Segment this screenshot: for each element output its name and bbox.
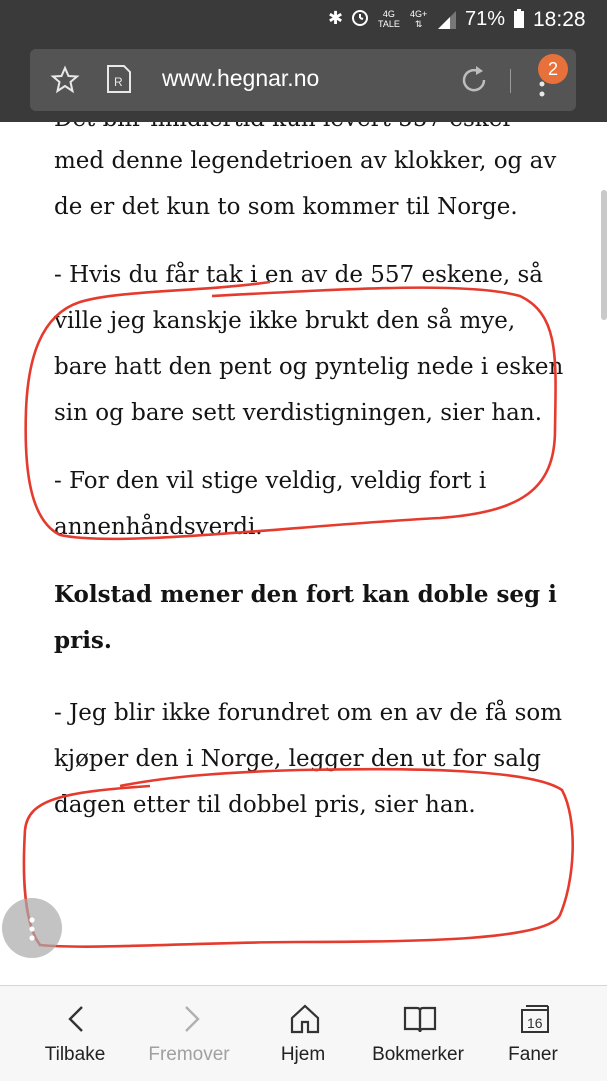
battery-icon [514,9,524,28]
address-bar-divider [510,69,511,93]
bookmarks-label: Bokmerker [372,1044,464,1065]
tabs-icon [518,1002,552,1036]
network-label-2: 4G+ [410,9,428,19]
back-label: Tilbake [44,1044,106,1065]
browser-chrome [0,0,607,122]
chevron-right-icon [174,1002,208,1036]
tabs-button[interactable] [478,986,588,1081]
network-label: 4G [382,9,395,19]
reload-icon[interactable] [458,64,490,96]
battery-percent: 71% [465,8,506,30]
svg-text:R: R [114,75,123,89]
article-paragraph: - Hvis du får tak i en av de 557 eskene, så ville jeg kanskje ikke brukt den så mye, bare hatt den pent og pyntelig nede i esken sin og bare sett verdistigningen, sier han. [54,262,564,426]
back-button[interactable] [20,986,130,1081]
tabs-count: 16 [527,1015,543,1031]
reader-mode-icon[interactable] [106,64,132,94]
bottom-toolbar [0,985,607,1081]
tabs-label: Faner [508,1044,558,1065]
status-time: 18:28 [533,8,586,31]
url-text[interactable]: www.hegnar.no [162,65,320,91]
book-icon [403,1002,437,1036]
signal-strength-icon [437,10,457,30]
article-subheading: Kolstad mener den fort kan doble seg i pris. [54,581,557,654]
page-scrollbar[interactable] [601,190,607,320]
address-bar[interactable] [30,49,576,111]
network-indicator-2 [410,9,427,29]
article-paragraph: - For den vil stige veldig, veldig fort i annenhåndsverdi. [54,468,487,540]
home-button[interactable] [248,986,358,1081]
vertical-dots-icon [27,916,37,942]
article-body [54,96,564,844]
chevron-left-icon [60,1002,94,1036]
bookmark-star-icon[interactable] [50,65,80,95]
home-label: Hjem [280,1044,326,1065]
status-bar [0,0,607,40]
notification-badge[interactable]: 2 [538,54,568,84]
home-icon [288,1002,322,1036]
article-paragraph: - Jeg blir ikke forundret om en av de få som kjøper den i Norge, legger den ut for salg dagen etter til dobbel pris, sier han. [54,700,563,818]
bluetooth-icon: ✱ [328,8,344,28]
network-sublabel: TALE [378,19,400,29]
bookmarks-button[interactable] [363,986,473,1081]
article-paragraph: med denne legendetrioen av klokker, og av de er det kun to som kommer til Norge. [54,148,557,220]
forward-label: Fremover [148,1044,230,1065]
data-arrows-icon: ⇅ [414,19,423,29]
forward-button[interactable] [134,986,244,1081]
alarm-icon [350,7,370,27]
floating-menu-button[interactable] [2,898,62,958]
network-indicator [378,9,400,29]
